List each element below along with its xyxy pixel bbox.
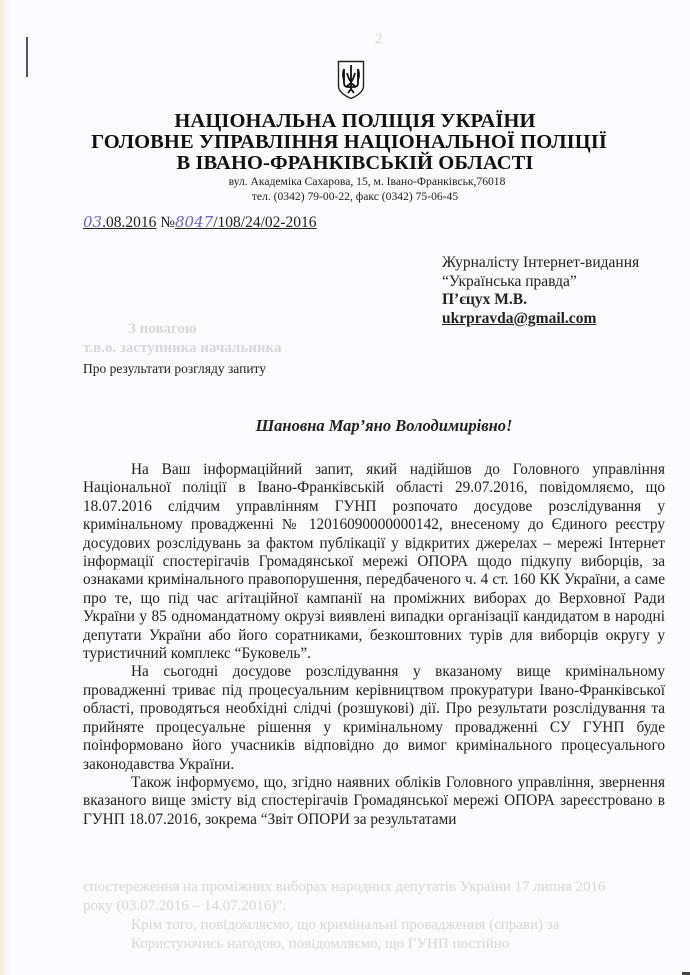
letter-subject: Про результати розгляду запиту <box>83 361 267 376</box>
body-paragraph: На сьогодні досудове розслідування у вказаному вище кримінальному провадженні триває під процесуальним керівництвом прокуратури Івано-Франківської області, проводяться необхідні слідчі (розшукові) дії. Про результати розслідування та прийняте процесуальне рішення у кримінальному провадженні СУ ГУНП буде поінформовано його учасників відповідно до вимог кримінального процесуального законодавства України. <box>83 663 665 773</box>
org-name-line-3: В ІВАНО-ФРАНКІВСЬКІЙ ОБЛАСТІ <box>176 152 534 174</box>
trident-coat-of-arms-icon <box>337 60 365 100</box>
number-sign: № <box>160 214 176 231</box>
bleed-line: спостереження на проміжних виборах народних депутатів України 17 липня 2016 <box>83 879 606 895</box>
bleed-sign-line: т.в.о. заступника начальника <box>83 340 282 356</box>
bleed-line: Користуючись нагодою, повідомляємо, що ГУНП постійно <box>131 936 510 952</box>
registration-line <box>83 213 317 232</box>
org-address: вул. Академіка Сахарова, 15, м. Івано-Франківськ,76018 <box>228 175 506 188</box>
punch-mark <box>26 37 28 77</box>
bleed-line: року (03.07.2016 – 14.07.2016)". <box>83 898 287 914</box>
registration-number: /108/24/02-2016 <box>213 214 317 231</box>
recipient-outlet: “Українська правда” <box>442 272 577 290</box>
body-paragraph: На Ваш інформаційний запит, який надійшов до Головного управління Національної поліції в Івано-Франківській області 29.07.2016, повідомляємо, що 18.07.2016 слідчим управлінням ГУНП розпочато досудове розслідування у кримінальному провадженні № 12016090000000142, внесеному до Єдиного реєстру досудових розслідувань за фактом публікації у відкритих джерелах – мережі Інтернет інформації спостерігачів Громадянської мережі ОПОРА щодо підкупу виборців, за ознаками кримінального правопорушення, передбаченого ч. 4 ст. 160 КК України, а саме про те, що під час агітаційної кампанії на проміжних виборах до Верховної Ради України у 85 одномандатному окрузі виявлені випадки організації кандидатом в народні депутати України або його соратниками, безкоштовних турів для виборців округу у туристичний комплекс “Буковель”. <box>83 461 665 663</box>
org-name-line-2: ГОЛОВНЕ УПРАВЛІННЯ НАЦІОНАЛЬНОЇ ПОЛІЦІЇ <box>91 131 607 153</box>
recipient-name: П’єцух М.В. <box>442 291 527 308</box>
recipient-role: Журналісту Інтернет-видання <box>442 254 640 271</box>
salutation: Шановна Мар’яно Володимирівно! <box>255 416 513 435</box>
org-name-line-1: НАЦІОНАЛЬНА ПОЛІЦІЯ УКРАЇНИ <box>174 110 536 132</box>
handwritten-day: 03 <box>83 213 103 231</box>
bleed-line: Крім того, повідомляємо, що кримінальні провадження (справи) за <box>131 917 560 933</box>
bleed-sign-line: З повагою <box>128 321 197 337</box>
org-phones: тел. (0342) 79-00-22, факс (0342) 75-06-45 <box>251 190 459 203</box>
bleed-page-number: 2 <box>375 31 383 47</box>
handwritten-number: 8047 <box>175 213 214 231</box>
recipient-email-link[interactable]: ukrpravda@gmail.com <box>442 309 597 327</box>
registration-date: .08.2016 <box>102 214 157 231</box>
letter-body <box>83 461 665 829</box>
body-paragraph: Також інформуємо, що, згідно наявних обліків Головного управління, звернення вказаного вище змісту від спостерігачів Громадянської мережі ОПОРА зареєстровано в ГУНП 18.07.2016, зокрема “Звіт ОПОРИ за результатами <box>83 773 665 828</box>
recipient-block <box>442 254 639 328</box>
